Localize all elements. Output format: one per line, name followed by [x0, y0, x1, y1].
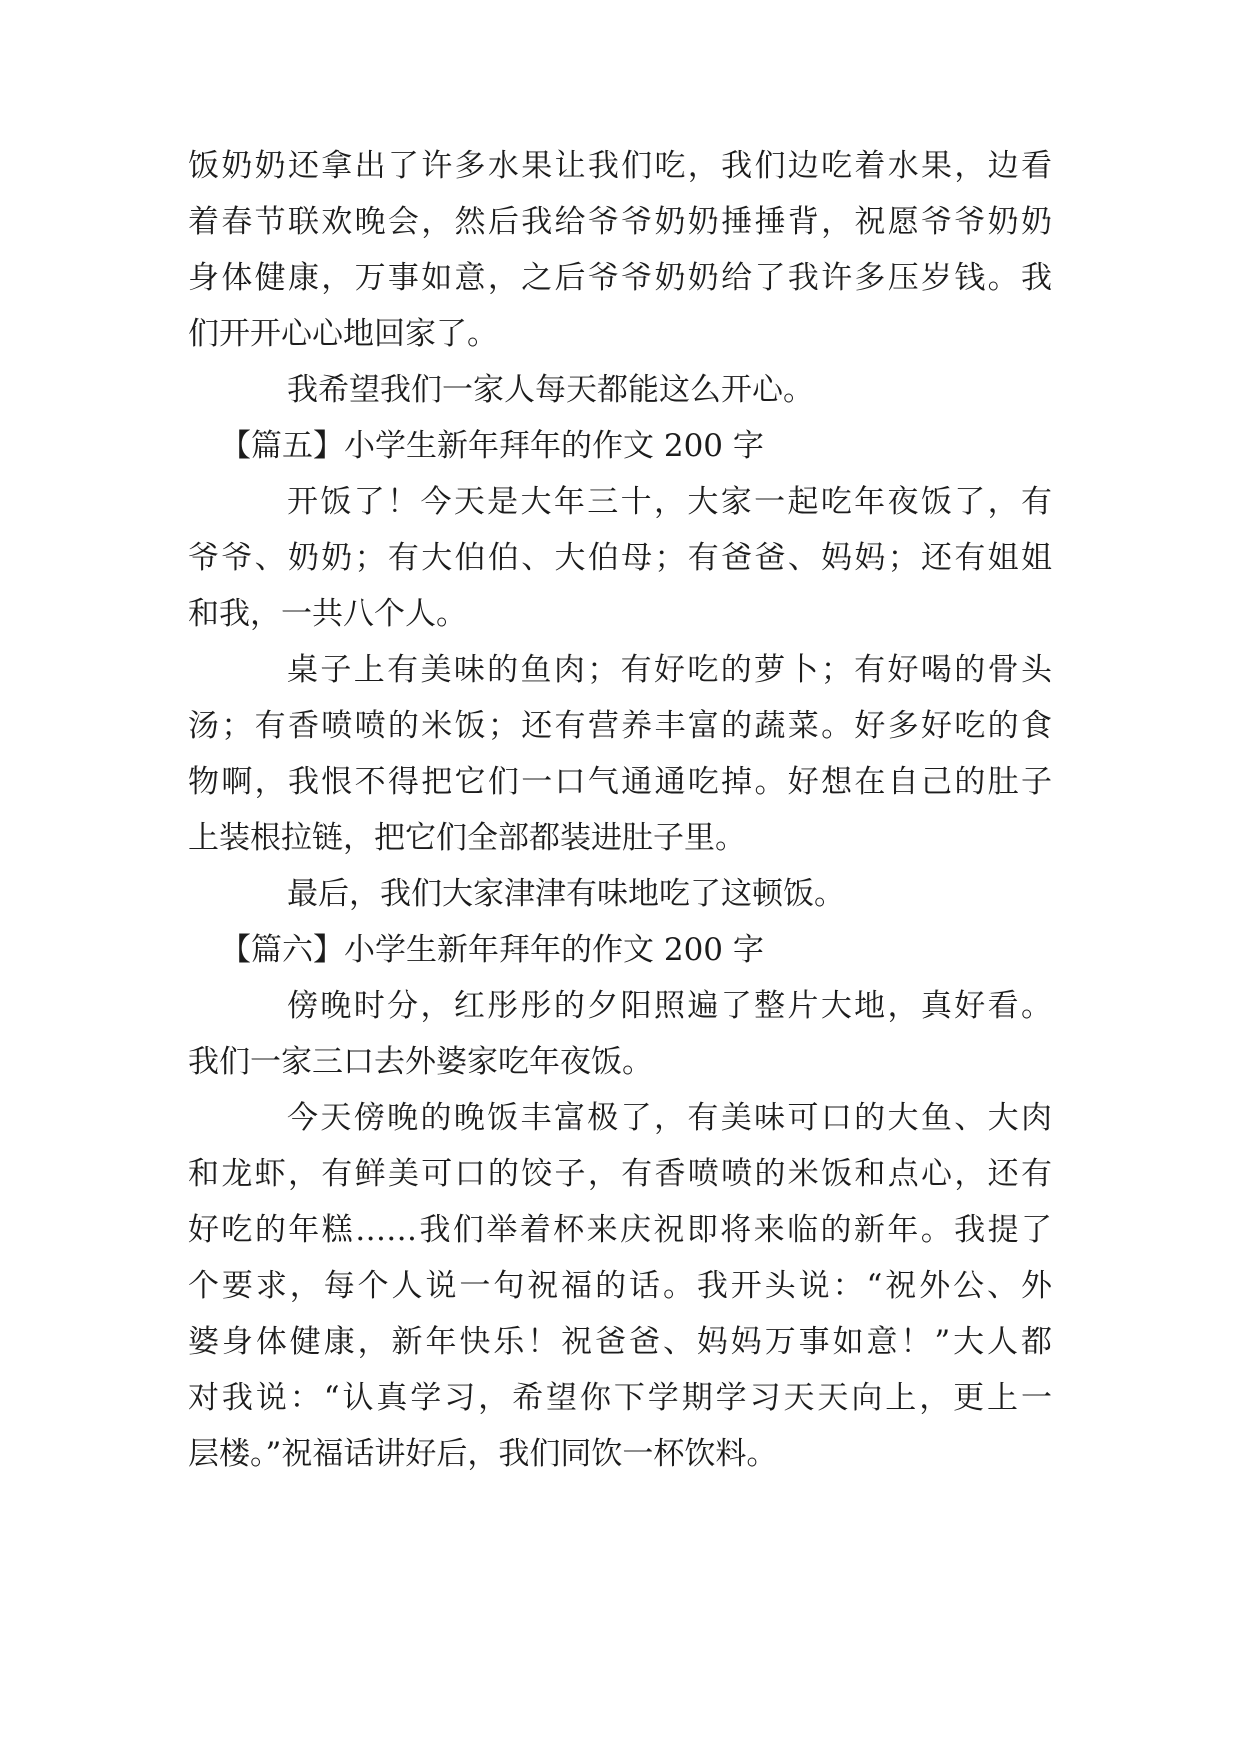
paragraph-line: 桌子上有美味的鱼肉；有好吃的萝卜；有好喝的骨头 — [287, 652, 1052, 688]
paragraph-line: 物啊，我恨不得把它们一口气通通吃掉。好想在自己的肚子 — [188, 764, 1052, 800]
paragraph-line: 我们一家三口去外婆家吃年夜饭。 — [188, 1044, 653, 1080]
section-heading: 【篇六】小学生新年拜年的作文 200 字 — [220, 932, 764, 968]
paragraph-line: 和我，一共八个人。 — [188, 596, 467, 632]
paragraph-line: 汤；有香喷喷的米饭；还有营养丰富的蔬菜。好多好吃的食 — [188, 708, 1052, 744]
paragraph-line: 饭奶奶还拿出了许多水果让我们吃，我们边吃着水果，边看 — [188, 148, 1052, 184]
paragraph-line: 对我说：“认真学习，希望你下学期学习天天向上，更上一 — [188, 1380, 1052, 1416]
paragraph-line: 好吃的年糕……我们举着杯来庆祝即将来临的新年。我提了 — [188, 1212, 1052, 1248]
paragraph-line: 傍晚时分，红彤彤的夕阳照遍了整片大地，真好看。 — [287, 988, 1052, 1024]
paragraph-line: 开饭了！今天是大年三十，大家一起吃年夜饭了，有 — [287, 484, 1052, 520]
paragraph-line: 着春节联欢晚会，然后我给爷爷奶奶捶捶背，祝愿爷爷奶奶 — [188, 204, 1052, 240]
paragraph-line: 我希望我们一家人每天都能这么开心。 — [287, 372, 814, 408]
paragraph-line: 婆身体健康，新年快乐！祝爸爸、妈妈万事如意！”大人都 — [188, 1324, 1052, 1360]
paragraph-line: 最后，我们大家津津有味地吃了这顿饭。 — [287, 876, 845, 912]
paragraph-line: 上装根拉链，把它们全部都装进肚子里。 — [188, 820, 746, 856]
paragraph-line: 层楼。”祝福话讲好后，我们同饮一杯饮料。 — [188, 1436, 778, 1472]
section-heading: 【篇五】小学生新年拜年的作文 200 字 — [220, 428, 764, 464]
paragraph-line: 个要求，每个人说一句祝福的话。我开头说：“祝外公、外 — [188, 1268, 1052, 1304]
paragraph-line: 们开开心心地回家了。 — [188, 316, 498, 352]
paragraph-line: 身体健康，万事如意，之后爷爷奶奶给了我许多压岁钱。我 — [188, 260, 1052, 296]
paragraph-line: 和龙虾，有鲜美可口的饺子，有香喷喷的米饭和点心，还有 — [188, 1156, 1052, 1192]
paragraph-line: 爷爷、奶奶；有大伯伯、大伯母；有爸爸、妈妈；还有姐姐 — [188, 540, 1052, 576]
paragraph-line: 今天傍晚的晚饭丰富极了，有美味可口的大鱼、大肉 — [287, 1100, 1052, 1136]
